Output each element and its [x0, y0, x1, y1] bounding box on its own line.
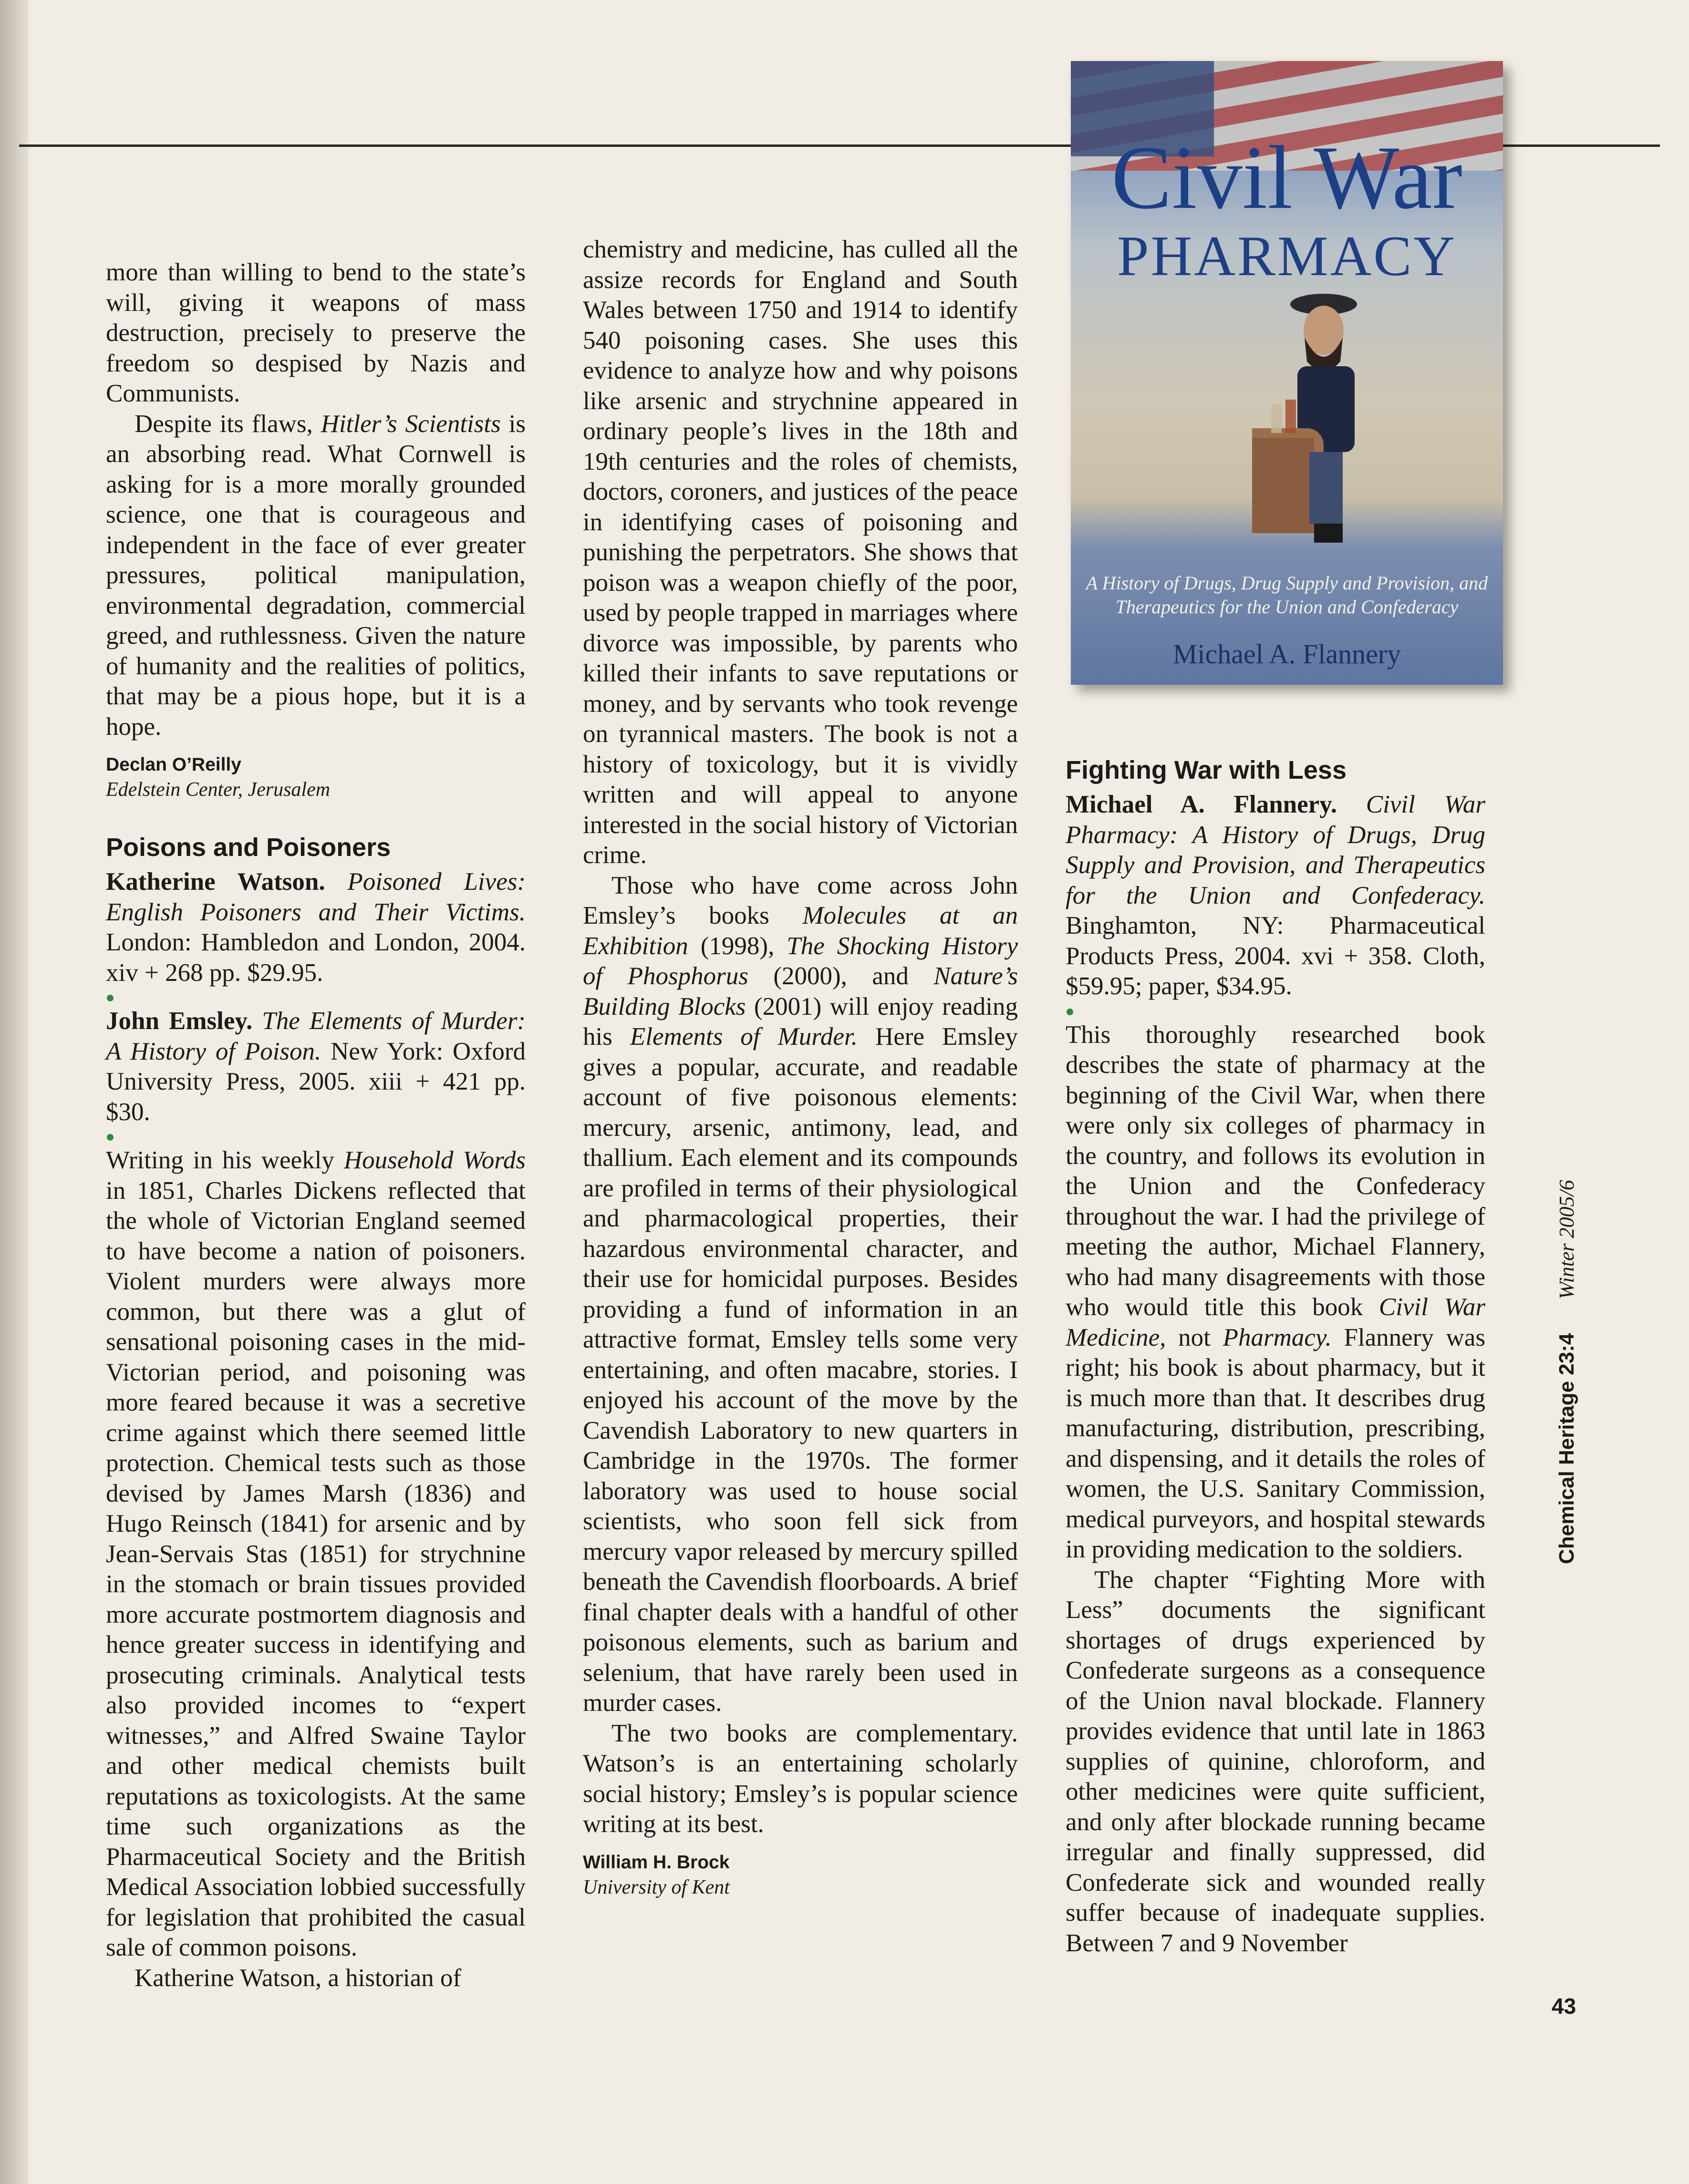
book-title: Molecules at an Exhibition	[583, 902, 1018, 960]
running-footer	[1553, 1180, 1596, 1564]
paragraph: chemistry and medicine, has culled all the assize records for England and South Wales between 1750 and 1914 to identify 540 poisoning cases. She uses this evidence to analyze how and why poisons like arsenic and strychnine appeared in ordinary people’s lives in the 18th and 19th centuries and the roles of chemists, doctors, coroners, and justices of the peace in identifying cases of poisoning and punishing the perpetrators. She shows that poison was a weapon chiefly of the poor, used by people trapped in marriages where divorce was impossible, by parents who killed their infants to save reputations or money, and by servants who took revenge on tyrannical masters. The book is not a history of toxicology, but it is vividly written and will appeal to anyone interested in the social history of Victorian crime.	[583, 236, 1018, 869]
book-title: Civil War Medicine,	[1066, 1293, 1485, 1351]
book-title: Hitler’s Scientists	[321, 410, 501, 438]
text: Despite its flaws,	[135, 410, 321, 438]
issue-date: Winter 2005/6	[1555, 1180, 1578, 1299]
bullet-icon	[1067, 1009, 1073, 1015]
text: (2000), and	[748, 962, 934, 990]
reviewer-name: Declan O’Reilly	[106, 754, 241, 775]
text: is an absorbing read. What Cornwell is asking for is a more morally grounded science, one that is courageous and independent in the face of ever greater pressures, political manipulation, environmental degradation, commercial greed, and ruthlessness. Given the nature of humanity and the realities of politics, that may be a pious hope, but it is a hope.	[106, 410, 526, 741]
cite-publisher: Binghamton, NY: Pharmaceutical Products Press, 2004. xvi + 358. Cloth, $59.95; paper, $34.95.	[1066, 912, 1485, 1000]
column-3	[1066, 753, 1485, 1958]
cite-title: Civil War Pharmacy: A History of Drugs, Drug Supply and Provision, and Therapeutics for the Union and Confederacy.	[1066, 791, 1485, 909]
section-title: Poisons and Poisoners	[106, 833, 391, 862]
text: (2001) will enjoy reading his	[583, 992, 1018, 1051]
page-number: 43	[1552, 1994, 1576, 2019]
text: not	[1166, 1323, 1223, 1351]
bullet-icon	[107, 995, 114, 1001]
paragraph	[1066, 1020, 1485, 1565]
publication-title: Household Words	[343, 1146, 526, 1174]
cite-author: Michael A. Flannery.	[1066, 791, 1337, 818]
column-1	[106, 258, 526, 1993]
page-gutter-shadow	[0, 0, 29, 2184]
citation	[106, 1006, 526, 1127]
bullet-icon	[107, 1134, 114, 1141]
reviewer-name: William H. Brock	[583, 1852, 730, 1873]
paragraph	[106, 1145, 526, 1963]
cover-title: Civil War	[1111, 128, 1462, 228]
citation	[106, 867, 526, 988]
reviewer-affiliation: University of Kent	[583, 1876, 730, 1898]
cite-title: Poisoned Lives: English Poisoners and Their Victims.	[106, 868, 526, 926]
soldier-illustration	[1252, 285, 1390, 552]
paragraph: Katherine Watson, a historian of	[135, 1964, 462, 1992]
book-title: Nature’s Building Blocks	[583, 962, 1018, 1020]
reviewer-affiliation: Edelstein Center, Jerusalem	[106, 779, 331, 801]
text: (1998),	[688, 932, 787, 960]
citation	[1066, 790, 1485, 1002]
text: Here Emsley gives a popular, accurate, and readable account of five poisonous elements: mercury, arsenic, antimony, lead, and thallium. Each element and its compounds are profiled in terms of their physiological and pharmacological properties, their hazardous environmental character, and their use for homicidal purposes. Besides providing a fund of information in an attractive format, Emsley tells some very entertaining, and often macabre, stories. I enjoyed his account of the move by the Cavendish Laboratory to new quarters in Cambridge in the 1970s. The former laboratory was used to house social scientists, who soon fell sick from mercury vapor released by mercury spilled beneath the Cavendish floorboards. A brief final chapter deals with a handful of other poisonous elements, such as barium and selenium, that have rarely been used in murder cases.	[583, 1023, 1018, 1717]
book-title: Pharmacy.	[1223, 1323, 1332, 1351]
cite-title: The Elements of Murder: A History of Poison.	[106, 1007, 526, 1065]
cover-subtitle: A History of Drugs, Drug Supply and Provision, and Therapeutics for the Union and Confederacy	[1086, 572, 1488, 618]
text: in 1851, Charles Dickens reflected that the whole of Victorian England seemed to have become a nation of poisoners. Violent murders were always more common, but there was a glut of sensational poisoning cases in the mid-Victorian period, and poisoning was more feared because it was a secretive crime against which there seemed little protection. Chemical tests such as those devised by James Marsh (1836) and Hugo Reinsch (1841) for arsenic and by Jean-Servais Stas (1851) for strychnine in the stomach or brain tissues provided more accurate postmortem diagnosis and hence greater success in identifying and prosecuting criminals. Analytical tests also provided incomes to “expert witnesses,” and Alfred Swaine Taylor and other medical chemists built reputations as toxicologists. At the same time such organizations as the Pharmaceutical Society and the British Medical Association lobbied successfully for legislation that prohibited the casual sale of common poisons.	[106, 1176, 526, 1961]
paragraph: The two books are complementary. Watson’s is an entertaining scholarly social history; Emsley’s is popular science writing at its best.	[583, 1719, 1018, 1838]
book-cover-image	[1071, 61, 1503, 685]
paragraph	[106, 409, 526, 742]
text: Flannery was right; his book is about pharmacy, but it is much more than that. It describes drug manufacturing, distribution, prescribing, and dispensing, and it details the roles of women, the U.S. Sanitary Commission, medical purveyors, and hospital stewards in providing medication to the soldiers.	[1066, 1323, 1485, 1563]
paragraph	[583, 871, 1018, 1719]
book-title: The Shocking History of Phosphorus	[583, 932, 1018, 990]
cite-author: Katherine Watson.	[106, 868, 325, 896]
paragraph: more than willing to bend to the state’s will, giving it weapons of mass destruction, precisely to preserve the freedom so despised by Nazis and Communists.	[106, 258, 526, 407]
cite-publisher: London: Hambledon and London, 2004. xiv + 268 pp. $29.95.	[106, 928, 526, 987]
text: Writing in his weekly	[106, 1146, 344, 1174]
text: Those who have come across John Emsley’s books	[583, 871, 1018, 929]
cite-publisher: New York: Oxford University Press, 2005. xiii + 421 pp. $30.	[106, 1037, 526, 1126]
cover-title: PHARMACY	[1117, 224, 1457, 288]
book-title: Elements of Murder.	[630, 1023, 858, 1051]
column-2	[583, 235, 1018, 1900]
text: This thoroughly researched book describes the state of pharmacy at the beginning of the Civil War, when there were only six colleges of pharmacy in the country, and follows its evolution in the Union and the Confederacy throughout the war. I had the privilege of meeting the author, Michael Flannery, who had many disagreements with those who would title this book	[1066, 1020, 1485, 1321]
cite-author: John Emsley.	[106, 1007, 253, 1035]
cover-author: Michael A. Flannery	[1172, 639, 1401, 670]
paragraph: The chapter “Fighting More with Less” documents the significant shortages of drugs experienced by Confederate surgeons as a consequence of the Union naval blockade. Flannery provides evidence that until late in 1863 supplies of quinine, chloroform, and other medicines were quite sufficient, and only after blockade running became irregular and finally suppressed, did Confederate sick and wounded really suffer because of inadequate supplies. Between 7 and 9 November	[1066, 1566, 1485, 1957]
section-title: Fighting War with Less	[1066, 756, 1347, 784]
magazine-name: Chemical Heritage 23:4	[1555, 1333, 1578, 1564]
